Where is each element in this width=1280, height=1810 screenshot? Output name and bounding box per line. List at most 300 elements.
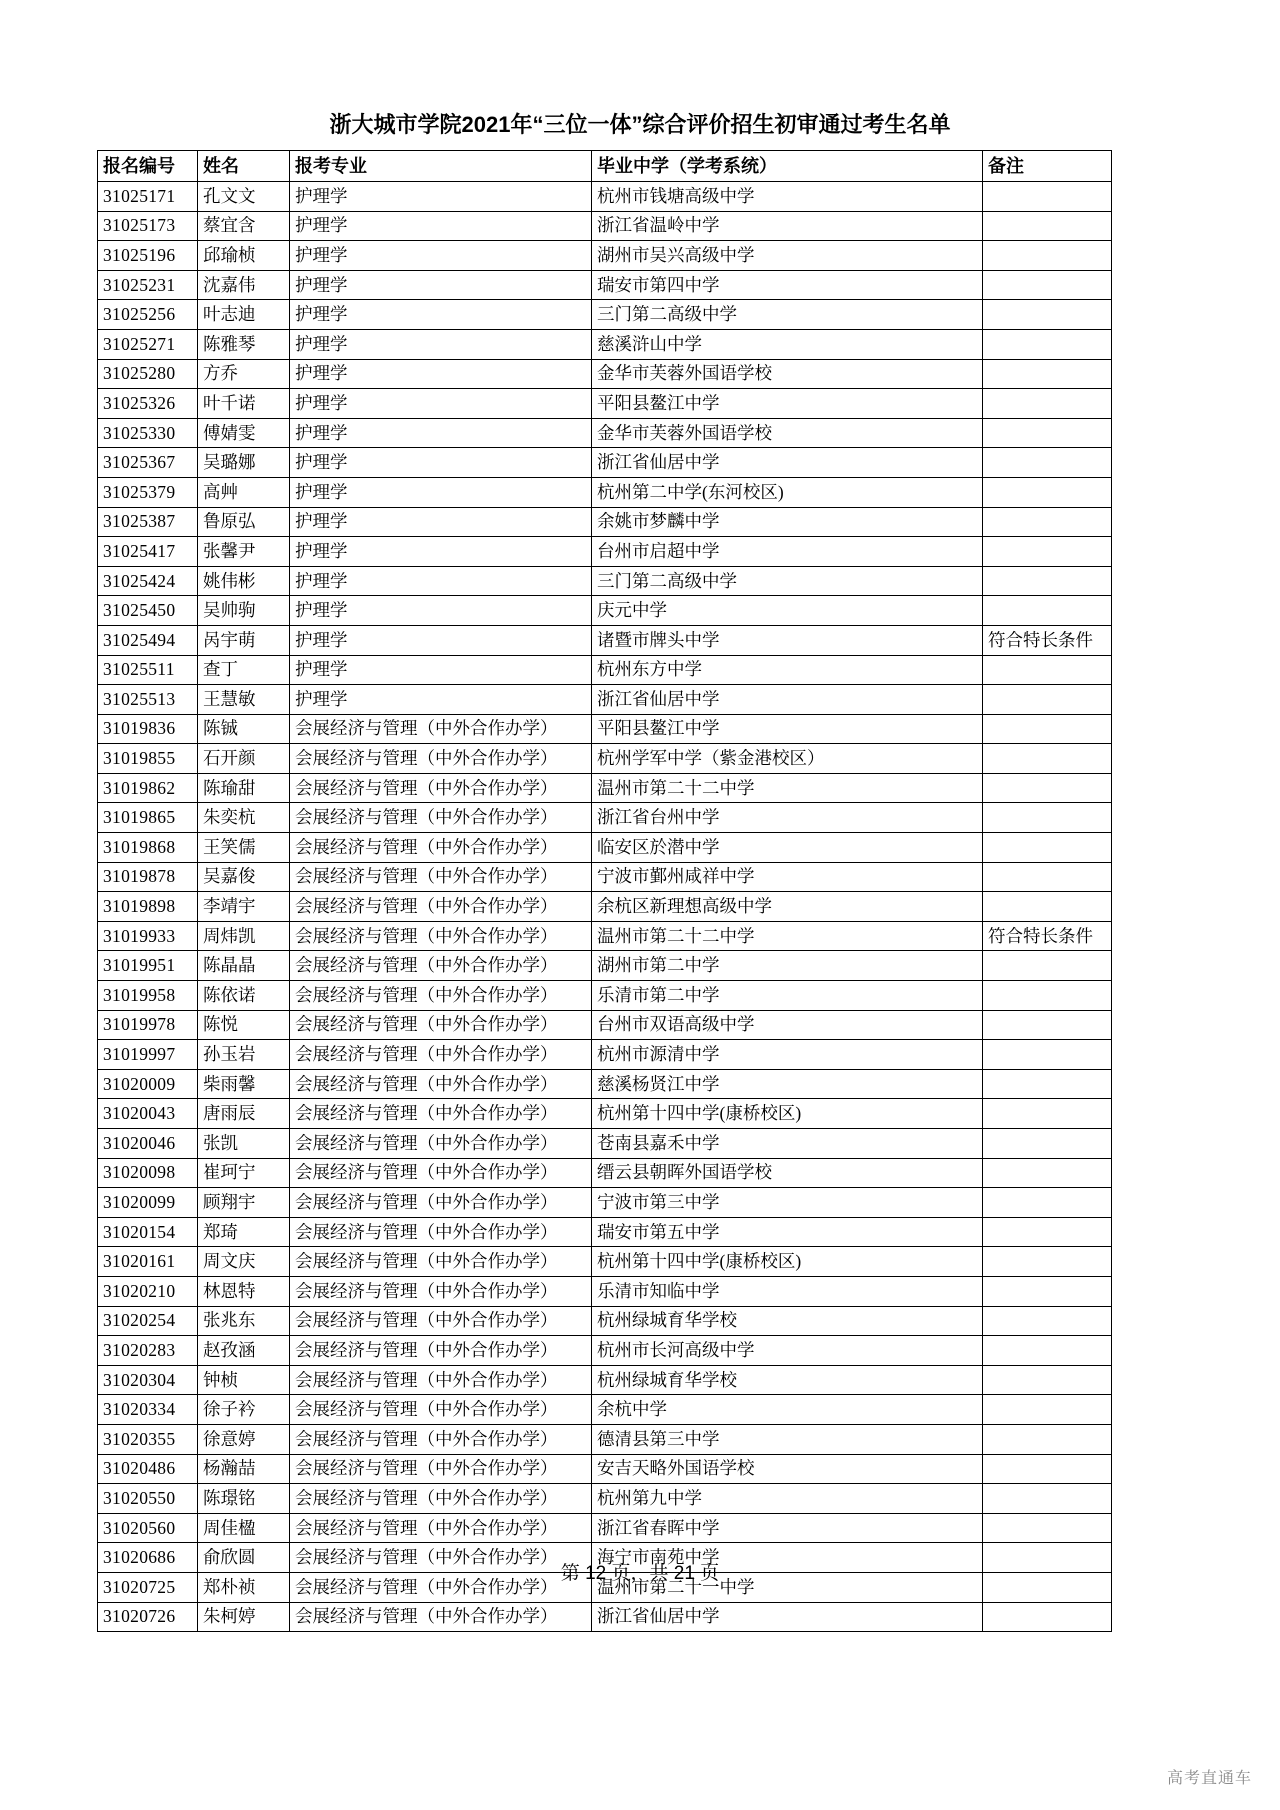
cell-registration-id: 31020254 bbox=[98, 1306, 198, 1336]
cell-remark bbox=[983, 1424, 1112, 1454]
page-number-footer: 第 12 页，共 21 页 bbox=[560, 1563, 720, 1584]
cell-candidate-name: 邱瑜桢 bbox=[198, 241, 290, 271]
cell-registration-id: 31019978 bbox=[98, 1010, 198, 1040]
cell-major: 护理学 bbox=[290, 655, 592, 685]
cell-candidate-name: 孔文文 bbox=[198, 182, 290, 212]
cell-registration-id: 31025280 bbox=[98, 359, 198, 389]
cell-school: 温州市第二十二中学 bbox=[592, 773, 983, 803]
table-row bbox=[98, 241, 1112, 271]
cell-major: 会展经济与管理（中外合作办学） bbox=[290, 1513, 592, 1543]
table-row bbox=[98, 1424, 1112, 1454]
cell-registration-id: 31020334 bbox=[98, 1395, 198, 1425]
table-row bbox=[98, 418, 1112, 448]
cell-remark bbox=[983, 300, 1112, 330]
cell-registration-id: 31019898 bbox=[98, 892, 198, 922]
cell-major: 会展经济与管理（中外合作办学） bbox=[290, 1217, 592, 1247]
table-row bbox=[98, 685, 1112, 715]
cell-school: 乐清市知临中学 bbox=[592, 1276, 983, 1306]
cell-major: 护理学 bbox=[290, 507, 592, 537]
cell-school: 海宁市南苑中学 bbox=[592, 1543, 983, 1573]
cell-remark bbox=[983, 448, 1112, 478]
cell-candidate-name: 姚伟彬 bbox=[198, 566, 290, 596]
cell-major: 会展经济与管理（中外合作办学） bbox=[290, 744, 592, 774]
cell-major: 会展经济与管理（中外合作办学） bbox=[290, 714, 592, 744]
table-row bbox=[98, 1158, 1112, 1188]
cell-major: 会展经济与管理（中外合作办学） bbox=[290, 1188, 592, 1218]
cell-registration-id: 31020043 bbox=[98, 1099, 198, 1129]
cell-major: 护理学 bbox=[290, 625, 592, 655]
table-row bbox=[98, 744, 1112, 774]
cell-registration-id: 31019933 bbox=[98, 921, 198, 951]
cell-remark bbox=[983, 359, 1112, 389]
cell-registration-id: 31025424 bbox=[98, 566, 198, 596]
cell-major: 会展经济与管理（中外合作办学） bbox=[290, 1336, 592, 1366]
cell-candidate-name: 张馨尹 bbox=[198, 537, 290, 567]
cell-registration-id: 31025494 bbox=[98, 625, 198, 655]
cell-remark bbox=[983, 1306, 1112, 1336]
cell-registration-id: 31020099 bbox=[98, 1188, 198, 1218]
cell-registration-id: 31020486 bbox=[98, 1454, 198, 1484]
cell-candidate-name: 顾翔宇 bbox=[198, 1188, 290, 1218]
cell-candidate-name: 叶千诺 bbox=[198, 389, 290, 419]
cell-registration-id: 31019865 bbox=[98, 803, 198, 833]
cell-candidate-name: 吴璐娜 bbox=[198, 448, 290, 478]
cell-major: 会展经济与管理（中外合作办学） bbox=[290, 1602, 592, 1632]
column-header-name: 姓名 bbox=[198, 151, 290, 182]
column-header-id: 报名编号 bbox=[98, 151, 198, 182]
cell-candidate-name: 林恩特 bbox=[198, 1276, 290, 1306]
cell-remark bbox=[983, 892, 1112, 922]
table-row bbox=[98, 1247, 1112, 1277]
cell-major: 护理学 bbox=[290, 685, 592, 715]
cell-candidate-name: 张兆东 bbox=[198, 1306, 290, 1336]
cell-major: 会展经济与管理（中外合作办学） bbox=[290, 1040, 592, 1070]
cell-school: 宁波市第三中学 bbox=[592, 1188, 983, 1218]
cell-school: 浙江省仙居中学 bbox=[592, 685, 983, 715]
column-header-remark: 备注 bbox=[983, 151, 1112, 182]
cell-remark bbox=[983, 537, 1112, 567]
cell-major: 护理学 bbox=[290, 300, 592, 330]
table-row bbox=[98, 833, 1112, 863]
cell-school: 宁波市鄞州咸祥中学 bbox=[592, 862, 983, 892]
cell-candidate-name: 叶志迪 bbox=[198, 300, 290, 330]
table-row bbox=[98, 596, 1112, 626]
cell-school: 温州市第二十二中学 bbox=[592, 921, 983, 951]
cell-remark bbox=[983, 833, 1112, 863]
cell-school: 慈溪杨贤江中学 bbox=[592, 1069, 983, 1099]
cell-registration-id: 31020560 bbox=[98, 1513, 198, 1543]
cell-major: 会展经济与管理（中外合作办学） bbox=[290, 1306, 592, 1336]
table-header-row bbox=[98, 151, 1112, 182]
cell-registration-id: 31020686 bbox=[98, 1543, 198, 1573]
cell-major: 护理学 bbox=[290, 211, 592, 241]
table-row bbox=[98, 1484, 1112, 1514]
cell-school: 杭州市源清中学 bbox=[592, 1040, 983, 1070]
cell-major: 会展经济与管理（中外合作办学） bbox=[290, 1158, 592, 1188]
cell-registration-id: 31020725 bbox=[98, 1572, 198, 1602]
table-row bbox=[98, 1010, 1112, 1040]
table-row bbox=[98, 1602, 1112, 1632]
table-row bbox=[98, 862, 1112, 892]
cell-remark bbox=[983, 1040, 1112, 1070]
cell-registration-id: 31019951 bbox=[98, 951, 198, 981]
table-row bbox=[98, 300, 1112, 330]
cell-school: 余杭区新理想高级中学 bbox=[592, 892, 983, 922]
table-row bbox=[98, 329, 1112, 359]
cell-registration-id: 31025231 bbox=[98, 270, 198, 300]
cell-major: 护理学 bbox=[290, 566, 592, 596]
cell-school: 浙江省春晖中学 bbox=[592, 1513, 983, 1543]
table-row bbox=[98, 625, 1112, 655]
cell-remark bbox=[983, 685, 1112, 715]
cell-candidate-name: 唐雨辰 bbox=[198, 1099, 290, 1129]
cell-major: 会展经济与管理（中外合作办学） bbox=[290, 1099, 592, 1129]
cell-school: 三门第二高级中学 bbox=[592, 566, 983, 596]
cell-registration-id: 31019997 bbox=[98, 1040, 198, 1070]
cell-major: 会展经济与管理（中外合作办学） bbox=[290, 981, 592, 1011]
table-row bbox=[98, 1306, 1112, 1336]
table-row bbox=[98, 773, 1112, 803]
cell-remark bbox=[983, 1365, 1112, 1395]
cell-candidate-name: 周文庆 bbox=[198, 1247, 290, 1277]
cell-candidate-name: 蔡宜含 bbox=[198, 211, 290, 241]
cell-major: 护理学 bbox=[290, 537, 592, 567]
cell-major: 会展经济与管理（中外合作办学） bbox=[290, 1543, 592, 1573]
roster-table bbox=[97, 150, 1112, 1632]
cell-school: 余姚市梦麟中学 bbox=[592, 507, 983, 537]
cell-remark bbox=[983, 1247, 1112, 1277]
cell-school: 杭州绿城育华学校 bbox=[592, 1365, 983, 1395]
cell-remark bbox=[983, 507, 1112, 537]
cell-candidate-name: 郑琦 bbox=[198, 1217, 290, 1247]
cell-school: 临安区於潜中学 bbox=[592, 833, 983, 863]
page-title: 浙大城市学院2021年“三位一体”综合评价招生初审通过考生名单 bbox=[329, 112, 951, 137]
cell-remark bbox=[983, 862, 1112, 892]
cell-registration-id: 31025387 bbox=[98, 507, 198, 537]
cell-remark bbox=[983, 714, 1112, 744]
cell-candidate-name: 傅婧雯 bbox=[198, 418, 290, 448]
table-row bbox=[98, 389, 1112, 419]
cell-major: 会展经济与管理（中外合作办学） bbox=[290, 1395, 592, 1425]
cell-school: 台州市启超中学 bbox=[592, 537, 983, 567]
table-row bbox=[98, 1454, 1112, 1484]
cell-candidate-name: 周炜凯 bbox=[198, 921, 290, 951]
cell-remark bbox=[983, 1010, 1112, 1040]
cell-remark bbox=[983, 981, 1112, 1011]
cell-remark bbox=[983, 270, 1112, 300]
cell-remark bbox=[983, 1484, 1112, 1514]
cell-registration-id: 31025367 bbox=[98, 448, 198, 478]
cell-remark bbox=[983, 329, 1112, 359]
cell-school: 浙江省仙居中学 bbox=[592, 448, 983, 478]
table-header bbox=[98, 151, 1112, 182]
cell-registration-id: 31025379 bbox=[98, 477, 198, 507]
cell-registration-id: 31025513 bbox=[98, 685, 198, 715]
table-body bbox=[98, 182, 1112, 1632]
cell-candidate-name: 朱奕杭 bbox=[198, 803, 290, 833]
cell-candidate-name: 陈晶晶 bbox=[198, 951, 290, 981]
cell-major: 会展经济与管理（中外合作办学） bbox=[290, 1069, 592, 1099]
cell-remark bbox=[983, 211, 1112, 241]
cell-candidate-name: 王慧敏 bbox=[198, 685, 290, 715]
cell-school: 温州市第二十一中学 bbox=[592, 1572, 983, 1602]
cell-major: 护理学 bbox=[290, 182, 592, 212]
cell-school: 诸暨市牌头中学 bbox=[592, 625, 983, 655]
table-row bbox=[98, 1217, 1112, 1247]
table-row bbox=[98, 1040, 1112, 1070]
cell-school: 浙江省温岭中学 bbox=[592, 211, 983, 241]
cell-school: 湖州市吴兴高级中学 bbox=[592, 241, 983, 271]
cell-registration-id: 31019855 bbox=[98, 744, 198, 774]
table-row bbox=[98, 803, 1112, 833]
cell-remark bbox=[983, 1513, 1112, 1543]
cell-remark bbox=[983, 773, 1112, 803]
cell-candidate-name: 吴嘉俊 bbox=[198, 862, 290, 892]
cell-remark bbox=[983, 1454, 1112, 1484]
cell-registration-id: 31025511 bbox=[98, 655, 198, 685]
cell-candidate-name: 陈铖 bbox=[198, 714, 290, 744]
cell-school: 缙云县朝晖外国语学校 bbox=[592, 1158, 983, 1188]
cell-remark bbox=[983, 241, 1112, 271]
cell-remark bbox=[983, 1099, 1112, 1129]
cell-registration-id: 31019958 bbox=[98, 981, 198, 1011]
cell-major: 护理学 bbox=[290, 596, 592, 626]
cell-candidate-name: 陈璟铭 bbox=[198, 1484, 290, 1514]
cell-school: 杭州绿城育华学校 bbox=[592, 1306, 983, 1336]
table-row bbox=[98, 1276, 1112, 1306]
cell-major: 会展经济与管理（中外合作办学） bbox=[290, 833, 592, 863]
cell-school: 浙江省台州中学 bbox=[592, 803, 983, 833]
cell-candidate-name: 徐意婷 bbox=[198, 1424, 290, 1454]
cell-registration-id: 31025330 bbox=[98, 418, 198, 448]
cell-candidate-name: 杨瀚喆 bbox=[198, 1454, 290, 1484]
cell-school: 杭州市钱塘高级中学 bbox=[592, 182, 983, 212]
table-row bbox=[98, 1129, 1112, 1159]
cell-candidate-name: 朱柯婷 bbox=[198, 1602, 290, 1632]
cell-remark bbox=[983, 389, 1112, 419]
cell-registration-id: 31020161 bbox=[98, 1247, 198, 1277]
cell-candidate-name: 赵孜涵 bbox=[198, 1336, 290, 1366]
cell-major: 护理学 bbox=[290, 389, 592, 419]
cell-major: 会展经济与管理（中外合作办学） bbox=[290, 1129, 592, 1159]
cell-registration-id: 31020154 bbox=[98, 1217, 198, 1247]
cell-registration-id: 31025450 bbox=[98, 596, 198, 626]
cell-school: 平阳县鳌江中学 bbox=[592, 714, 983, 744]
cell-remark bbox=[983, 596, 1112, 626]
cell-candidate-name: 柴雨馨 bbox=[198, 1069, 290, 1099]
cell-candidate-name: 钟桢 bbox=[198, 1365, 290, 1395]
table-row bbox=[98, 507, 1112, 537]
table-row bbox=[98, 951, 1112, 981]
cell-registration-id: 31025271 bbox=[98, 329, 198, 359]
cell-remark bbox=[983, 418, 1112, 448]
table-row bbox=[98, 211, 1112, 241]
cell-candidate-name: 周佳楹 bbox=[198, 1513, 290, 1543]
cell-candidate-name: 石开颜 bbox=[198, 744, 290, 774]
cell-registration-id: 31020726 bbox=[98, 1602, 198, 1632]
cell-remark bbox=[983, 1602, 1112, 1632]
cell-school: 庆元中学 bbox=[592, 596, 983, 626]
cell-registration-id: 31020098 bbox=[98, 1158, 198, 1188]
cell-major: 护理学 bbox=[290, 477, 592, 507]
table-row bbox=[98, 892, 1112, 922]
cell-remark bbox=[983, 1276, 1112, 1306]
cell-school: 德清县第三中学 bbox=[592, 1424, 983, 1454]
cell-major: 会展经济与管理（中外合作办学） bbox=[290, 1454, 592, 1484]
table-row bbox=[98, 448, 1112, 478]
column-header-major: 报考专业 bbox=[290, 151, 592, 182]
table-row bbox=[98, 921, 1112, 951]
cell-school: 乐清市第二中学 bbox=[592, 981, 983, 1011]
cell-school: 苍南县嘉禾中学 bbox=[592, 1129, 983, 1159]
cell-school: 杭州第十四中学(康桥校区) bbox=[592, 1247, 983, 1277]
cell-remark bbox=[983, 1129, 1112, 1159]
column-header-school: 毕业中学（学考系统） bbox=[592, 151, 983, 182]
cell-school: 慈溪浒山中学 bbox=[592, 329, 983, 359]
table-row bbox=[98, 981, 1112, 1011]
cell-candidate-name: 方乔 bbox=[198, 359, 290, 389]
table-row bbox=[98, 1069, 1112, 1099]
cell-registration-id: 31025256 bbox=[98, 300, 198, 330]
cell-candidate-name: 陈雅琴 bbox=[198, 329, 290, 359]
cell-registration-id: 31019836 bbox=[98, 714, 198, 744]
cell-registration-id: 31025171 bbox=[98, 182, 198, 212]
cell-candidate-name: 呙宇萌 bbox=[198, 625, 290, 655]
cell-candidate-name: 鲁原弘 bbox=[198, 507, 290, 537]
cell-school: 杭州市长河高级中学 bbox=[592, 1336, 983, 1366]
cell-school: 瑞安市第五中学 bbox=[592, 1217, 983, 1247]
cell-remark bbox=[983, 803, 1112, 833]
cell-major: 会展经济与管理（中外合作办学） bbox=[290, 773, 592, 803]
cell-school: 杭州第二中学(东河校区) bbox=[592, 477, 983, 507]
cell-school: 杭州东方中学 bbox=[592, 655, 983, 685]
cell-candidate-name: 陈依诺 bbox=[198, 981, 290, 1011]
cell-remark bbox=[983, 655, 1112, 685]
cell-candidate-name: 陈悦 bbox=[198, 1010, 290, 1040]
cell-registration-id: 31019868 bbox=[98, 833, 198, 863]
cell-candidate-name: 孙玉岩 bbox=[198, 1040, 290, 1070]
cell-major: 护理学 bbox=[290, 359, 592, 389]
cell-major: 会展经济与管理（中外合作办学） bbox=[290, 921, 592, 951]
cell-remark: 符合特长条件 bbox=[983, 625, 1112, 655]
cell-major: 会展经济与管理（中外合作办学） bbox=[290, 1276, 592, 1306]
cell-remark bbox=[983, 182, 1112, 212]
cell-major: 会展经济与管理（中外合作办学） bbox=[290, 892, 592, 922]
cell-candidate-name: 崔珂宁 bbox=[198, 1158, 290, 1188]
cell-candidate-name: 高艸 bbox=[198, 477, 290, 507]
cell-remark bbox=[983, 1336, 1112, 1366]
cell-candidate-name: 吴帅驹 bbox=[198, 596, 290, 626]
cell-candidate-name: 沈嘉伟 bbox=[198, 270, 290, 300]
cell-school: 杭州学军中学（紫金港校区） bbox=[592, 744, 983, 774]
cell-remark bbox=[983, 1158, 1112, 1188]
cell-school: 台州市双语高级中学 bbox=[592, 1010, 983, 1040]
cell-candidate-name: 李靖宇 bbox=[198, 892, 290, 922]
table-row bbox=[98, 1099, 1112, 1129]
roster-table-container bbox=[97, 150, 1111, 1632]
cell-candidate-name: 查丁 bbox=[198, 655, 290, 685]
cell-remark bbox=[983, 1395, 1112, 1425]
cell-registration-id: 31020046 bbox=[98, 1129, 198, 1159]
cell-major: 护理学 bbox=[290, 270, 592, 300]
cell-remark bbox=[983, 951, 1112, 981]
table-row bbox=[98, 182, 1112, 212]
cell-school: 金华市芙蓉外国语学校 bbox=[592, 418, 983, 448]
cell-candidate-name: 张凯 bbox=[198, 1129, 290, 1159]
cell-remark bbox=[983, 477, 1112, 507]
table-row bbox=[98, 714, 1112, 744]
cell-school: 杭州第九中学 bbox=[592, 1484, 983, 1514]
cell-registration-id: 31020304 bbox=[98, 1365, 198, 1395]
table-row bbox=[98, 1513, 1112, 1543]
cell-registration-id: 31020283 bbox=[98, 1336, 198, 1366]
cell-school: 三门第二高级中学 bbox=[592, 300, 983, 330]
cell-school: 余杭中学 bbox=[592, 1395, 983, 1425]
cell-remark bbox=[983, 1188, 1112, 1218]
cell-registration-id: 31025196 bbox=[98, 241, 198, 271]
cell-candidate-name: 俞欣圆 bbox=[198, 1543, 290, 1573]
cell-school: 浙江省仙居中学 bbox=[592, 1602, 983, 1632]
table-row bbox=[98, 655, 1112, 685]
cell-registration-id: 31025326 bbox=[98, 389, 198, 419]
table-row bbox=[98, 1395, 1112, 1425]
cell-registration-id: 31019878 bbox=[98, 862, 198, 892]
cell-remark bbox=[983, 1217, 1112, 1247]
cell-registration-id: 31020550 bbox=[98, 1484, 198, 1514]
table-row bbox=[98, 270, 1112, 300]
cell-school: 瑞安市第四中学 bbox=[592, 270, 983, 300]
cell-remark bbox=[983, 744, 1112, 774]
table-row bbox=[98, 477, 1112, 507]
cell-registration-id: 31020210 bbox=[98, 1276, 198, 1306]
cell-registration-id: 31020355 bbox=[98, 1424, 198, 1454]
cell-remark: 符合特长条件 bbox=[983, 921, 1112, 951]
cell-candidate-name: 徐子衿 bbox=[198, 1395, 290, 1425]
table-row bbox=[98, 1336, 1112, 1366]
cell-remark bbox=[983, 1069, 1112, 1099]
cell-school: 金华市芙蓉外国语学校 bbox=[592, 359, 983, 389]
cell-major: 护理学 bbox=[290, 418, 592, 448]
watermark: 高考直通车 bbox=[1166, 1770, 1252, 1787]
cell-registration-id: 31025417 bbox=[98, 537, 198, 567]
cell-major: 会展经济与管理（中外合作办学） bbox=[290, 1247, 592, 1277]
cell-candidate-name: 王笑儒 bbox=[198, 833, 290, 863]
table-row bbox=[98, 566, 1112, 596]
cell-major: 护理学 bbox=[290, 448, 592, 478]
cell-major: 会展经济与管理（中外合作办学） bbox=[290, 1484, 592, 1514]
table-row bbox=[98, 1188, 1112, 1218]
cell-major: 会展经济与管理（中外合作办学） bbox=[290, 1572, 592, 1602]
cell-major: 会展经济与管理（中外合作办学） bbox=[290, 803, 592, 833]
cell-registration-id: 31019862 bbox=[98, 773, 198, 803]
cell-school: 安吉天略外国语学校 bbox=[592, 1454, 983, 1484]
cell-school: 湖州市第二中学 bbox=[592, 951, 983, 981]
cell-major: 护理学 bbox=[290, 241, 592, 271]
cell-major: 会展经济与管理（中外合作办学） bbox=[290, 862, 592, 892]
table-row bbox=[98, 359, 1112, 389]
cell-remark bbox=[983, 566, 1112, 596]
cell-school: 杭州第十四中学(康桥校区) bbox=[592, 1099, 983, 1129]
table-row bbox=[98, 1365, 1112, 1395]
cell-major: 会展经济与管理（中外合作办学） bbox=[290, 1010, 592, 1040]
table-row bbox=[98, 537, 1112, 567]
cell-major: 会展经济与管理（中外合作办学） bbox=[290, 1424, 592, 1454]
cell-major: 会展经济与管理（中外合作办学） bbox=[290, 951, 592, 981]
cell-candidate-name: 陈瑜甜 bbox=[198, 773, 290, 803]
cell-registration-id: 31025173 bbox=[98, 211, 198, 241]
cell-candidate-name: 郑朴祯 bbox=[198, 1572, 290, 1602]
cell-registration-id: 31020009 bbox=[98, 1069, 198, 1099]
